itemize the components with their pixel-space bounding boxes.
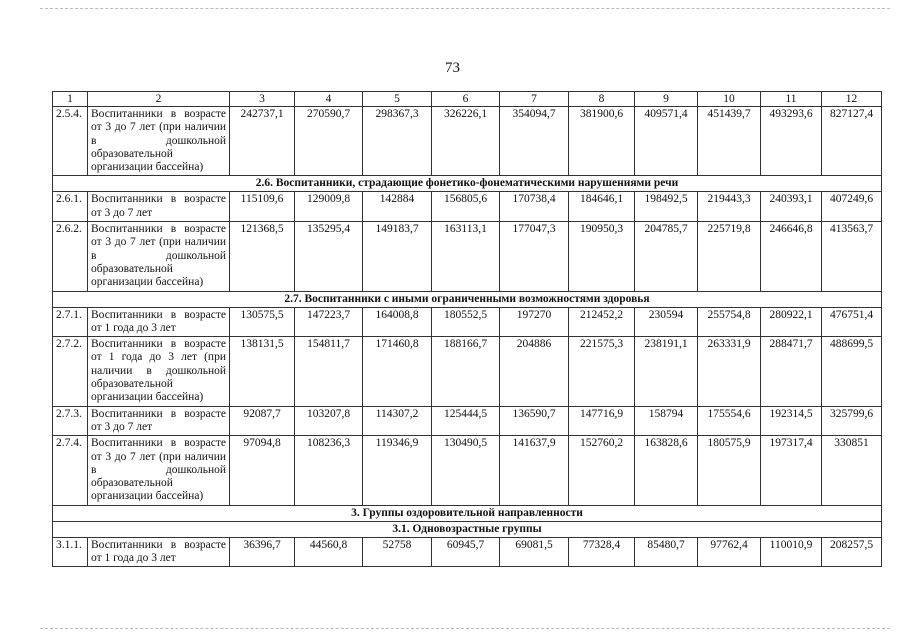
row-description: Воспитанники в возрасте от 3 до 7 лет	[88, 406, 230, 436]
value-cell: 77328,4	[569, 537, 635, 567]
value-cell: 177047,3	[500, 222, 569, 291]
value-cell: 230594	[635, 307, 698, 337]
value-cell: 288471,7	[761, 337, 822, 406]
value-cell: 129009,8	[295, 192, 363, 222]
section-title: 2.6. Воспитанники, страдающие фонетико-фонематическими нарушениями речи	[53, 176, 882, 192]
value-cell: 135295,4	[295, 222, 363, 291]
value-cell: 204886	[500, 337, 569, 406]
value-cell: 212452,2	[569, 307, 635, 337]
value-cell: 240393,1	[761, 192, 822, 222]
table-row	[53, 307, 882, 337]
value-cell: 326226,1	[432, 107, 500, 176]
value-cell: 219443,3	[698, 192, 761, 222]
section-row	[53, 505, 882, 521]
value-cell: 476751,4	[822, 307, 882, 337]
value-cell: 409571,4	[635, 107, 698, 176]
row-code: 2.7.3.	[53, 406, 88, 436]
value-cell: 208257,5	[822, 537, 882, 567]
column-header: 10	[698, 92, 761, 107]
value-cell: 198492,5	[635, 192, 698, 222]
row-description: Воспитанники в возрасте от 1 года до 3 лет	[88, 537, 230, 567]
value-cell: 407249,6	[822, 192, 882, 222]
value-cell: 103207,8	[295, 406, 363, 436]
column-header: 7	[500, 92, 569, 107]
row-code: 3.1.1.	[53, 537, 88, 567]
value-cell: 163113,1	[432, 222, 500, 291]
value-cell: 488699,5	[822, 337, 882, 406]
value-cell: 52758	[363, 537, 432, 567]
value-cell: 97094,8	[230, 436, 295, 505]
value-cell: 158794	[635, 406, 698, 436]
value-cell: 141637,9	[500, 436, 569, 505]
value-cell: 180575,9	[698, 436, 761, 505]
table-row	[53, 406, 882, 436]
value-cell: 493293,6	[761, 107, 822, 176]
value-cell: 246646,8	[761, 222, 822, 291]
value-cell: 827127,4	[822, 107, 882, 176]
row-code: 2.6.2.	[53, 222, 88, 291]
value-cell: 221575,3	[569, 337, 635, 406]
value-cell: 263331,9	[698, 337, 761, 406]
section-row	[53, 291, 882, 307]
value-cell: 175554,6	[698, 406, 761, 436]
value-cell: 188166,7	[432, 337, 500, 406]
page-number: 73	[445, 60, 460, 76]
value-cell: 164008,8	[363, 307, 432, 337]
value-cell: 130490,5	[432, 436, 500, 505]
value-cell: 381900,6	[569, 107, 635, 176]
column-header: 5	[363, 92, 432, 107]
column-header: 1	[53, 92, 88, 107]
value-cell: 170738,4	[500, 192, 569, 222]
value-cell: 114307,2	[363, 406, 432, 436]
value-cell: 451439,7	[698, 107, 761, 176]
value-cell: 413563,7	[822, 222, 882, 291]
value-cell: 147223,7	[295, 307, 363, 337]
value-cell: 44560,8	[295, 537, 363, 567]
value-cell: 108236,3	[295, 436, 363, 505]
value-cell: 242737,1	[230, 107, 295, 176]
table-row	[53, 107, 882, 176]
row-description: Воспитанники в возрасте от 1 года до 3 лет	[88, 307, 230, 337]
section-row	[53, 176, 882, 192]
row-code: 2.5.4.	[53, 107, 88, 176]
value-cell: 238191,1	[635, 337, 698, 406]
value-cell: 156805,6	[432, 192, 500, 222]
table-row	[53, 222, 882, 291]
value-cell: 97762,4	[698, 537, 761, 567]
value-cell: 152760,2	[569, 436, 635, 505]
value-cell: 225719,8	[698, 222, 761, 291]
row-description: Воспитанники в возрасте от 3 до 7 лет (при наличии в дошкольной образовательной организации бассейна)	[88, 436, 230, 505]
table-row	[53, 192, 882, 222]
row-code: 2.7.2.	[53, 337, 88, 406]
row-description: Воспитанники в возрасте от 3 до 7 лет (при наличии в дошкольной образовательной организации бассейна)	[88, 222, 230, 291]
table-row	[53, 337, 882, 406]
value-cell: 119346,9	[363, 436, 432, 505]
value-cell: 147716,9	[569, 406, 635, 436]
value-cell: 298367,3	[363, 107, 432, 176]
value-cell: 197270	[500, 307, 569, 337]
scan-edge-top	[40, 8, 890, 9]
row-code: 2.7.4.	[53, 436, 88, 505]
value-cell: 130575,5	[230, 307, 295, 337]
value-cell: 60945,7	[432, 537, 500, 567]
value-cell: 180552,5	[432, 307, 500, 337]
value-cell: 136590,7	[500, 406, 569, 436]
column-header: 8	[569, 92, 635, 107]
column-header: 2	[88, 92, 230, 107]
tariff-table	[52, 91, 882, 567]
value-cell: 121368,5	[230, 222, 295, 291]
column-header: 6	[432, 92, 500, 107]
header-row	[53, 92, 882, 107]
section-title: 3. Группы оздоровительной направленности	[53, 505, 882, 521]
value-cell: 142884	[363, 192, 432, 222]
row-code: 2.6.1.	[53, 192, 88, 222]
value-cell: 138131,5	[230, 337, 295, 406]
column-header: 9	[635, 92, 698, 107]
value-cell: 197317,4	[761, 436, 822, 505]
scan-edge-bottom	[40, 628, 890, 629]
value-cell: 125444,5	[432, 406, 500, 436]
value-cell: 115109,6	[230, 192, 295, 222]
column-header: 4	[295, 92, 363, 107]
value-cell: 354094,7	[500, 107, 569, 176]
value-cell: 163828,6	[635, 436, 698, 505]
value-cell: 149183,7	[363, 222, 432, 291]
value-cell: 325799,6	[822, 406, 882, 436]
value-cell: 330851	[822, 436, 882, 505]
row-description: Воспитанники в возрасте от 1 года до 3 лет (при наличии в дошкольной образовательной организации бассейна)	[88, 337, 230, 406]
value-cell: 190950,3	[569, 222, 635, 291]
value-cell: 255754,8	[698, 307, 761, 337]
value-cell: 270590,7	[295, 107, 363, 176]
column-header: 3	[230, 92, 295, 107]
column-header: 12	[822, 92, 882, 107]
value-cell: 110010,9	[761, 537, 822, 567]
value-cell: 192314,5	[761, 406, 822, 436]
section-row	[53, 521, 882, 537]
row-code: 2.7.1.	[53, 307, 88, 337]
value-cell: 184646,1	[569, 192, 635, 222]
value-cell: 171460,8	[363, 337, 432, 406]
value-cell: 204785,7	[635, 222, 698, 291]
section-title: 3.1. Одновозрастные группы	[53, 521, 882, 537]
column-header: 11	[761, 92, 822, 107]
table-row	[53, 436, 882, 505]
value-cell: 36396,7	[230, 537, 295, 567]
value-cell: 280922,1	[761, 307, 822, 337]
value-cell: 85480,7	[635, 537, 698, 567]
value-cell: 69081,5	[500, 537, 569, 567]
row-description: Воспитанники в возрасте от 3 до 7 лет (при наличии в дошкольной образовательной организации бассейна)	[88, 107, 230, 176]
value-cell: 92087,7	[230, 406, 295, 436]
row-description: Воспитанники в возрасте от 3 до 7 лет	[88, 192, 230, 222]
table-row	[53, 537, 882, 567]
section-title: 2.7. Воспитанники с иными ограниченными возможностями здоровья	[53, 291, 882, 307]
value-cell: 154811,7	[295, 337, 363, 406]
